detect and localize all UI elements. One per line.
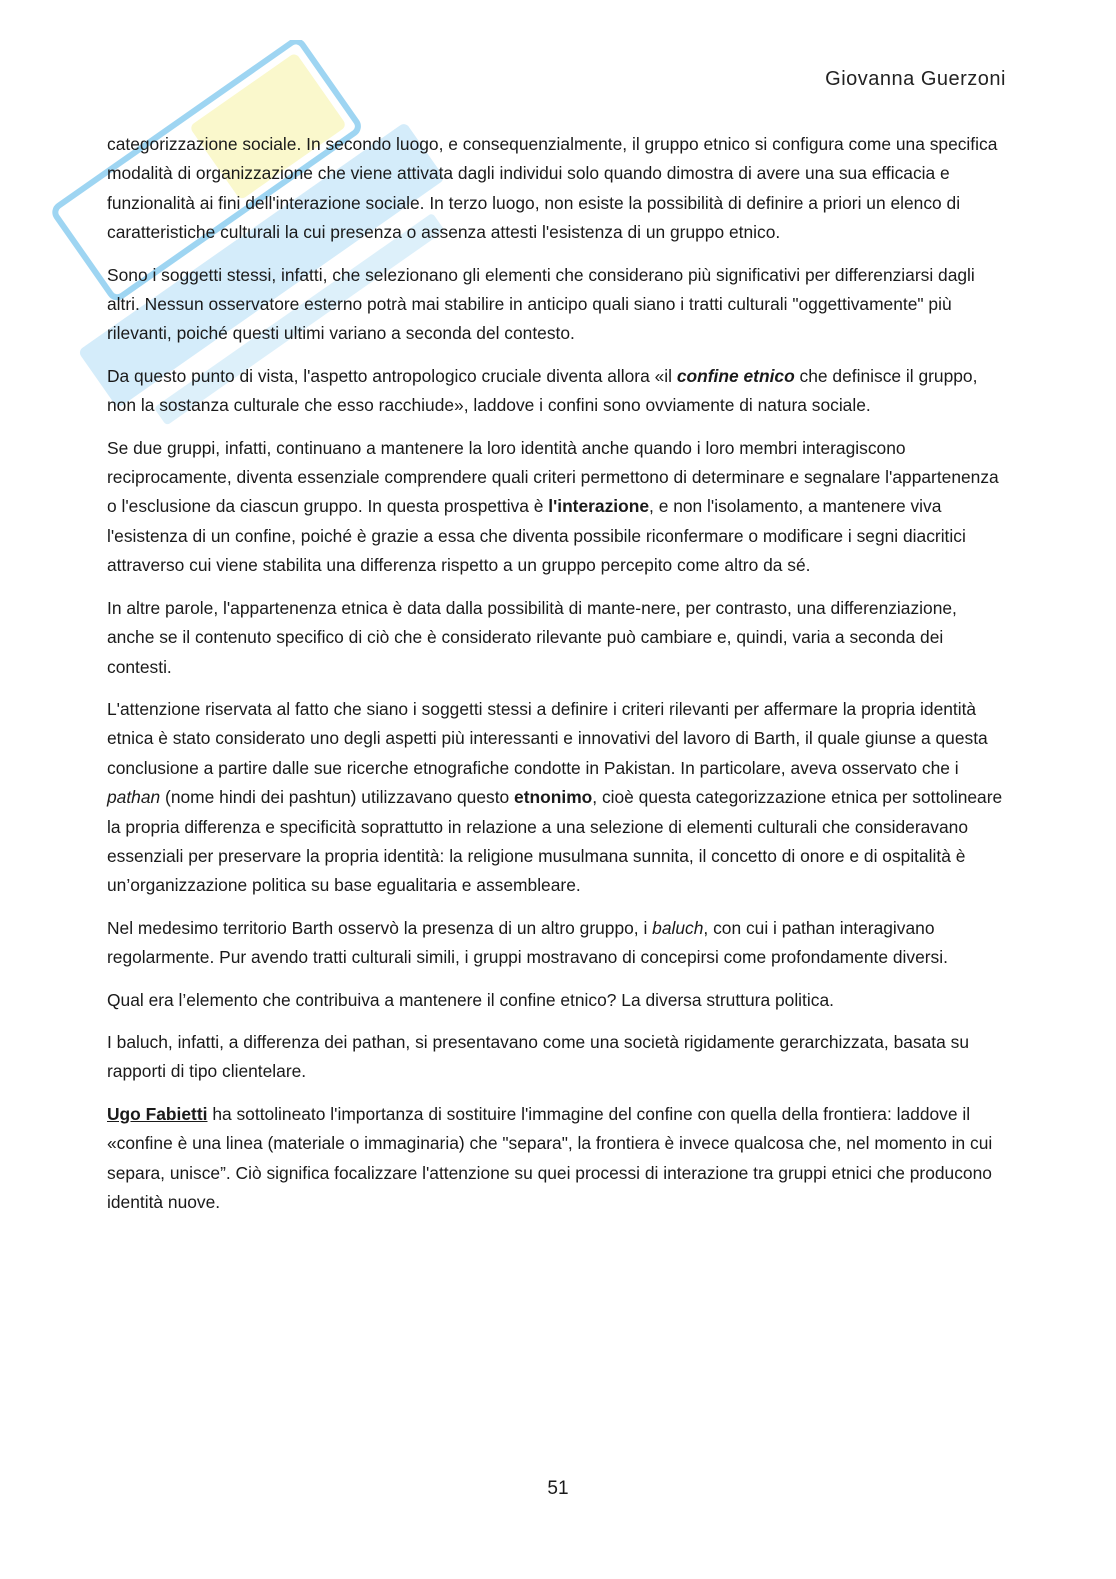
text-run: ha sottolineato l'importanza di sostituire l'immagine del confine con quella della frontiera: laddove il «confine è una linea (materiale o immaginaria) che "separa", la frontiera è invece qualcosa che, nel momento in cui separa, unisce”. Ciò significa focalizzare l'attenzione su quei processi di interazione tra gruppi etnici che producono identità nuove. bbox=[107, 1103, 993, 1212]
emphasis-text: confine etnico bbox=[676, 365, 795, 386]
text-run: Nel medesimo territorio Barth osservò la presenza di un altro gruppo, i bbox=[107, 917, 653, 938]
text-run: Se due gruppi, infatti, continuano a mantenere la loro identità anche quando i loro membri interagiscono reciprocamente, diventa essenziale comprendere quali criteri permettono di determinare e segnalare l'appartenenza o l'esclusione da ciascun gruppo. In questa prospettiva è bbox=[107, 437, 999, 517]
page-number: 51 bbox=[547, 1478, 569, 1499]
emphasis-text: baluch bbox=[652, 917, 704, 938]
body-paragraph bbox=[107, 594, 1007, 682]
body-paragraph bbox=[107, 986, 1007, 1015]
emphasis-text: Ugo Fabietti bbox=[107, 1103, 208, 1124]
body-paragraph bbox=[107, 261, 1007, 349]
body-paragraph bbox=[107, 1100, 1007, 1218]
text-run: che definisce il gruppo, non la sostanza culturale che esso racchiude», laddove i confini sono ovviamente di natura sociale. bbox=[107, 365, 978, 416]
text-run: Qual era l’elemento che contribuiva a mantenere il confine etnico? La diversa struttura politica. bbox=[107, 989, 834, 1010]
text-run: , e non l'isolamento, a mantenere viva l'esistenza di un confine, poiché è grazie a essa che diventa possibile riconfermare o modificare i segni diacritici attraverso cui viene stabilita una differenza rispetto a un gruppo percepito come altro da sé. bbox=[107, 496, 966, 576]
header-author: Giovanna Guerzoni bbox=[825, 68, 1006, 90]
body-paragraph bbox=[107, 130, 1007, 248]
text-run: In altre parole, l'appartenenza etnica è data dalla possibilità di mante-nere, per contrasto, una differenziazione, anche se il contenuto specifico di ciò che è considerato rilevante può cambiare e, quindi, varia a seconda dei contesti. bbox=[107, 597, 957, 677]
text-run: , cioè questa categorizzazione etnica per sottolineare la propria differenza e specificità soprattutto in relazione a una selezione di elementi culturali che consideravano essenziali per preservare la propria identità: la religione musulmana sunnita, il concetto di onore e di ospitalità è un’organizzazione politica su base egualitaria e assembleare. bbox=[107, 787, 1003, 896]
emphasis-text: etnonimo bbox=[514, 787, 593, 808]
body-paragraph bbox=[107, 914, 1007, 973]
body-paragraph bbox=[107, 695, 1007, 901]
body-paragraph bbox=[107, 434, 1007, 581]
text-run: I baluch, infatti, a differenza dei pathan, si presentavano come una società rigidamente gerarchizzata, basata su rapporti di tipo clientelare. bbox=[107, 1031, 970, 1082]
text-run: L'attenzione riservata al fatto che siano i soggetti stessi a definire i criteri rilevanti per affermare la propria identità etnica è stato considerato uno degli aspetti più interessanti e innovativi del lavoro di Barth, il quale giunse a questa conclusione a partire dalle sue ricerche etnografiche condotte in Pakistan. In particolare, aveva osservato che i bbox=[107, 698, 988, 778]
text-run: Sono i soggetti stessi, infatti, che selezionano gli elementi che considerano più significativi per differenziarsi dagli altri. Nessun osservatore esterno potrà mai stabilire in anticipo quali siano i tratti culturali "oggettivamente" più rilevanti, poiché questi ultimi variano a seconda del contesto. bbox=[107, 264, 975, 344]
document-body bbox=[107, 130, 1007, 1230]
text-run: categorizzazione sociale. In secondo luogo, e consequenzialmente, il gruppo etnico si configura come una specifica modalità di organizzazione che viene attivata dagli individui solo quando dimostra di avere una sua efficacia e funzionalità ai fini dell'interazione sociale. In terzo luogo, non esiste la possibilità di definire a priori un elenco di caratteristiche culturali la cui presenza o assenza attesti l'esistenza di un gruppo etnico. bbox=[107, 134, 998, 243]
text-run: , con cui i pathan interagivano regolarmente. Pur avendo tratti culturali simili, i gruppi mostravano di concepirsi come profondamente diversi. bbox=[107, 917, 948, 968]
body-paragraph bbox=[107, 1028, 1007, 1087]
emphasis-text: l'interazione bbox=[548, 496, 650, 517]
emphasis-text: pathan bbox=[107, 787, 161, 808]
text-run: (nome hindi dei pashtun) utilizzavano questo bbox=[160, 787, 515, 808]
body-paragraph bbox=[107, 362, 1007, 421]
text-run: Da questo punto di vista, l'aspetto antropologico cruciale diventa allora «il bbox=[107, 365, 677, 386]
